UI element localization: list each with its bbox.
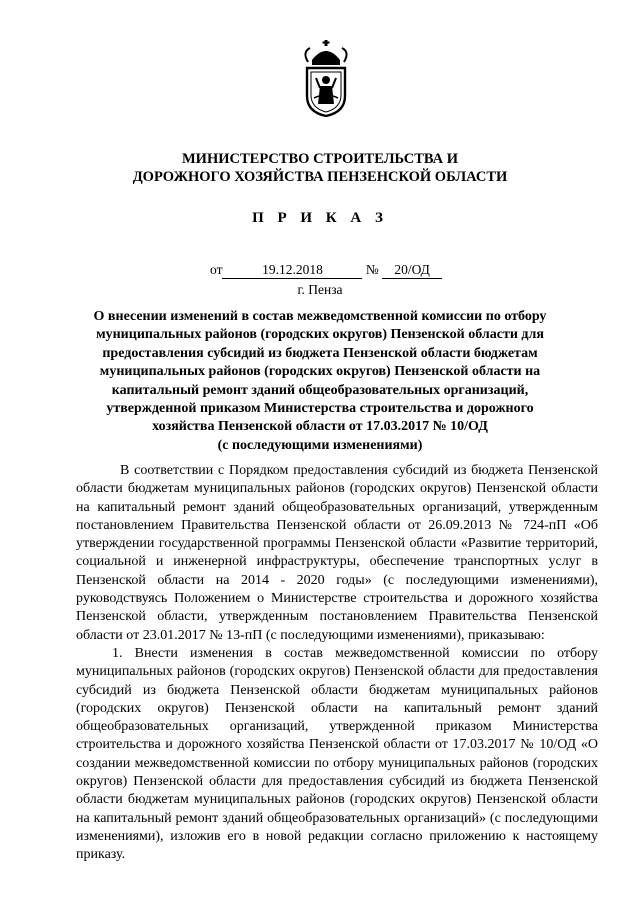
title-line: (с последующими изменениями) <box>217 437 423 453</box>
preamble-paragraph: В соответствии с Порядком предоставления субсидий из бюджета Пензенской области бюджетам муниципальных районов (городских округов) Пензенской области на капитальный ремонт зданий общеобразовательных организаций, утвержденным постановлением Правительства Пензенской области от 26.09.2013 № 724-пП «Об утверждении государственной программы Пензенской области «Развитие территорий, социальной и инженерной инфраструктуры, обеспечение транспортных услуг в Пензенской области на 2014 - 2020 годы» (с последующими изменениями), руководствуясь Положением о Министерстве строительства и дорожного хозяйства Пензенской области, утвержденным постановлением Правительства Пензенской области от 23.01.2017 № 13-пП (с последующими изменениями), приказываю: <box>76 463 598 643</box>
order-title <box>80 308 560 455</box>
item-1-paragraph: 1. Внести изменения в состав межведомственной комиссии по отбору муниципальных районов (городских округов) Пензенской области для предоставления субсидий из бюджета Пензенской области бюджетам муниципальных районов (городских округов) Пензенской области на капитальный ремонт зданий общеобразовательных организаций, утвержденной приказом Министерства строительства и дорожного хозяйства Пензенской области от 17.03.2017 № 10/ОД «О создании межведомственной комиссии по отбору муниципальных районов (городских округов) Пензенской области для предоставления субсидий из бюджета Пензенской области бюджетам муниципальных районов (городских округов) Пензенской области на капитальный ремонт зданий общеобразовательных организаций» (с последующими изменениями), изложив его в новой редакции согласно приложению к настоящему приказу. <box>76 645 598 863</box>
ministry-line-1: МИНИСТЕРСТВО СТРОИТЕЛЬСТВА И <box>181 151 459 167</box>
order-date: 19.12.2018 <box>222 262 362 279</box>
city: г. Пенза <box>297 282 343 297</box>
order-number: 20/ОД <box>382 262 442 279</box>
number-label: № <box>365 262 379 277</box>
order-date-line <box>210 262 442 279</box>
order-body <box>76 462 598 865</box>
title-line: О внесении изменений в состав межведомственной комиссии по отбору <box>93 309 547 324</box>
document-type: П Р И К А З <box>252 210 388 226</box>
title-line: муниципальных районов (городских округов) Пензенской области для <box>96 327 544 343</box>
title-line: капитальный ремонт зданий общеобразовательных организаций, <box>111 382 529 398</box>
ministry-line-2: ДОРОЖНОГО ХОЗЯЙСТВА ПЕНЗЕНСКОЙ ОБЛАСТИ <box>132 169 508 185</box>
title-line: муниципальных районов (городских округов) Пензенской области на <box>99 364 541 380</box>
from-label: от <box>210 262 223 277</box>
coat-of-arms-icon <box>298 38 354 118</box>
title-line: утвержденной приказом Министерства строительства и дорожного <box>106 401 534 417</box>
title-line: хозяйства Пензенской области от 17.03.2017 № 10/ОД <box>152 419 488 435</box>
title-line: предоставления субсидий из бюджета Пензенской области бюджетам <box>102 345 538 361</box>
ministry-name <box>80 150 560 186</box>
